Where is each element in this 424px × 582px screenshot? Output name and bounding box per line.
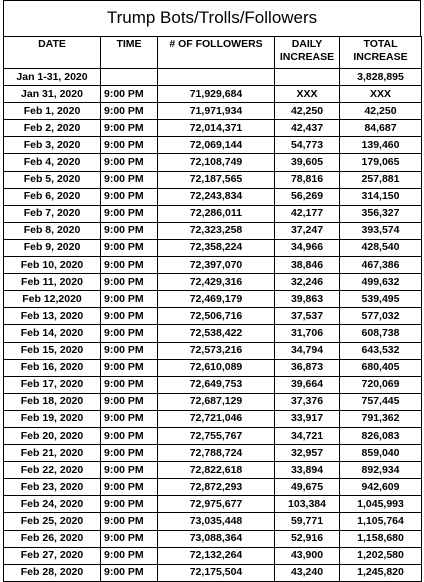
date-cell: Feb 16, 2020 (4, 359, 101, 376)
total-increase-cell: 539,495 (340, 291, 422, 308)
time-cell: 9:00 PM (101, 359, 158, 376)
daily-increase-cell (275, 69, 340, 86)
date-cell: Feb 6, 2020 (4, 188, 101, 205)
followers-cell: 72,323,258 (158, 222, 275, 239)
followers-cell (158, 69, 275, 86)
header-time: TIME (101, 37, 158, 69)
total-increase-cell: 1,245,820 (340, 564, 422, 581)
daily-increase-cell: 49,675 (275, 479, 340, 496)
followers-cell: 72,506,716 (158, 308, 275, 325)
daily-increase-cell: 37,537 (275, 308, 340, 325)
followers-cell: 72,788,724 (158, 445, 275, 462)
table-row (4, 103, 422, 120)
date-cell: Jan 31, 2020 (4, 86, 101, 103)
date-cell: Jan 1-31, 2020 (4, 69, 101, 86)
table-row (4, 188, 422, 205)
header-daily-increase: DAILY INCREASE (275, 37, 340, 69)
time-cell: 9:00 PM (101, 393, 158, 410)
time-cell: 9:00 PM (101, 462, 158, 479)
table-row (4, 86, 422, 103)
followers-cell: 72,397,070 (158, 257, 275, 274)
table-row (4, 427, 422, 444)
total-increase-cell: 577,032 (340, 308, 422, 325)
table-row (4, 257, 422, 274)
followers-cell: 72,014,371 (158, 120, 275, 137)
total-increase-cell: 720,069 (340, 376, 422, 393)
table-row (4, 564, 422, 581)
time-cell: 9:00 PM (101, 291, 158, 308)
date-cell: Feb 12,2020 (4, 291, 101, 308)
total-increase-cell: 257,881 (340, 171, 422, 188)
time-cell (101, 69, 158, 86)
date-cell: Feb 3, 2020 (4, 137, 101, 154)
total-increase-cell: 826,083 (340, 427, 422, 444)
header-followers: # OF FOLLOWERS (158, 37, 275, 69)
time-cell: 9:00 PM (101, 86, 158, 103)
daily-increase-cell: 43,900 (275, 547, 340, 564)
table-row (4, 462, 422, 479)
date-cell: Feb 5, 2020 (4, 171, 101, 188)
time-cell: 9:00 PM (101, 239, 158, 256)
table-row (4, 393, 422, 410)
date-cell: Feb 9, 2020 (4, 239, 101, 256)
table-body (4, 69, 422, 582)
followers-cell: 72,069,144 (158, 137, 275, 154)
daily-increase-cell: 43,240 (275, 564, 340, 581)
daily-increase-cell: 32,957 (275, 445, 340, 462)
time-cell: 9:00 PM (101, 171, 158, 188)
total-increase-cell: 356,327 (340, 205, 422, 222)
total-increase-cell: 680,405 (340, 359, 422, 376)
total-increase-cell: 499,632 (340, 274, 422, 291)
time-cell: 9:00 PM (101, 222, 158, 239)
header-date: DATE (4, 37, 101, 69)
date-cell: Feb 18, 2020 (4, 393, 101, 410)
followers-cell: 72,108,749 (158, 154, 275, 171)
time-cell: 9:00 PM (101, 103, 158, 120)
followers-table (3, 36, 422, 582)
daily-increase-cell: 39,863 (275, 291, 340, 308)
daily-increase-cell: 38,846 (275, 257, 340, 274)
time-cell: 9:00 PM (101, 137, 158, 154)
daily-increase-cell: 34,794 (275, 342, 340, 359)
daily-increase-cell: 78,816 (275, 171, 340, 188)
total-increase-cell: 42,250 (340, 103, 422, 120)
table-row (4, 359, 422, 376)
table-row (4, 69, 422, 86)
followers-cell: 72,286,011 (158, 205, 275, 222)
total-increase-cell: 1,158,680 (340, 530, 422, 547)
date-cell: Feb 21, 2020 (4, 445, 101, 462)
date-cell: Feb 7, 2020 (4, 205, 101, 222)
total-increase-cell: 314,150 (340, 188, 422, 205)
followers-cell: 72,755,767 (158, 427, 275, 444)
total-increase-cell: 467,386 (340, 257, 422, 274)
table-row (4, 547, 422, 564)
date-cell: Feb 10, 2020 (4, 257, 101, 274)
followers-cell: 72,975,677 (158, 496, 275, 513)
time-cell: 9:00 PM (101, 342, 158, 359)
total-increase-cell: 1,105,764 (340, 513, 422, 530)
table-row (4, 530, 422, 547)
header-total-increase: TOTAL INCREASE (340, 37, 422, 69)
daily-increase-cell: 52,916 (275, 530, 340, 547)
date-cell: Feb 15, 2020 (4, 342, 101, 359)
date-cell: Feb 14, 2020 (4, 325, 101, 342)
table-row (4, 171, 422, 188)
daily-increase-cell: 37,376 (275, 393, 340, 410)
table-row (4, 342, 422, 359)
followers-cell: 71,929,684 (158, 86, 275, 103)
daily-increase-cell: XXX (275, 86, 340, 103)
followers-cell: 72,573,216 (158, 342, 275, 359)
time-cell: 9:00 PM (101, 547, 158, 564)
followers-cell: 72,538,422 (158, 325, 275, 342)
date-cell: Feb 26, 2020 (4, 530, 101, 547)
time-cell: 9:00 PM (101, 376, 158, 393)
table-row (4, 205, 422, 222)
daily-increase-cell: 33,917 (275, 410, 340, 427)
date-cell: Feb 17, 2020 (4, 376, 101, 393)
date-cell: Feb 8, 2020 (4, 222, 101, 239)
followers-cell: 72,132,264 (158, 547, 275, 564)
time-cell: 9:00 PM (101, 120, 158, 137)
followers-cell: 72,187,565 (158, 171, 275, 188)
total-increase-cell: 1,045,993 (340, 496, 422, 513)
time-cell: 9:00 PM (101, 308, 158, 325)
time-cell: 9:00 PM (101, 496, 158, 513)
daily-increase-cell: 59,771 (275, 513, 340, 530)
daily-increase-cell: 54,773 (275, 137, 340, 154)
daily-increase-cell: 31,706 (275, 325, 340, 342)
followers-cell: 73,035,448 (158, 513, 275, 530)
followers-cell: 72,872,293 (158, 479, 275, 496)
date-cell: Feb 24, 2020 (4, 496, 101, 513)
date-cell: Feb 1, 2020 (4, 103, 101, 120)
time-cell: 9:00 PM (101, 410, 158, 427)
time-cell: 9:00 PM (101, 274, 158, 291)
total-increase-cell: 757,445 (340, 393, 422, 410)
table-row (4, 513, 422, 530)
table-row (4, 325, 422, 342)
daily-increase-cell: 56,269 (275, 188, 340, 205)
followers-cell: 72,721,046 (158, 410, 275, 427)
total-increase-cell: 791,362 (340, 410, 422, 427)
table-row (4, 222, 422, 239)
followers-cell: 72,687,129 (158, 393, 275, 410)
date-cell: Feb 11, 2020 (4, 274, 101, 291)
date-cell: Feb 22, 2020 (4, 462, 101, 479)
table-row (4, 496, 422, 513)
table-row (4, 410, 422, 427)
date-cell: Feb 2, 2020 (4, 120, 101, 137)
table-row (4, 154, 422, 171)
daily-increase-cell: 39,664 (275, 376, 340, 393)
daily-increase-cell: 34,966 (275, 239, 340, 256)
table-row (4, 291, 422, 308)
daily-increase-cell: 42,177 (275, 205, 340, 222)
header-row (4, 37, 422, 69)
total-increase-cell: 608,738 (340, 325, 422, 342)
followers-cell: 72,243,834 (158, 188, 275, 205)
time-cell: 9:00 PM (101, 513, 158, 530)
date-cell: Feb 28, 2020 (4, 564, 101, 581)
followers-cell: 72,358,224 (158, 239, 275, 256)
time-cell: 9:00 PM (101, 325, 158, 342)
date-cell: Feb 27, 2020 (4, 547, 101, 564)
time-cell: 9:00 PM (101, 154, 158, 171)
daily-increase-cell: 34,721 (275, 427, 340, 444)
daily-increase-cell: 33,894 (275, 462, 340, 479)
total-increase-cell: 892,934 (340, 462, 422, 479)
total-increase-cell: 393,574 (340, 222, 422, 239)
table-row (4, 239, 422, 256)
time-cell: 9:00 PM (101, 479, 158, 496)
followers-cell: 72,469,179 (158, 291, 275, 308)
total-increase-cell: 859,040 (340, 445, 422, 462)
followers-cell: 71,971,934 (158, 103, 275, 120)
daily-increase-cell: 42,250 (275, 103, 340, 120)
daily-increase-cell: 37,247 (275, 222, 340, 239)
sheet-title: Trump Bots/Trolls/Followers (3, 0, 421, 36)
date-cell: Feb 19, 2020 (4, 410, 101, 427)
followers-cell: 72,822,618 (158, 462, 275, 479)
table-row (4, 274, 422, 291)
date-cell: Feb 23, 2020 (4, 479, 101, 496)
time-cell: 9:00 PM (101, 205, 158, 222)
time-cell: 9:00 PM (101, 530, 158, 547)
table-row (4, 308, 422, 325)
daily-increase-cell: 36,873 (275, 359, 340, 376)
followers-cell: 72,429,316 (158, 274, 275, 291)
time-cell: 9:00 PM (101, 188, 158, 205)
daily-increase-cell: 103,384 (275, 496, 340, 513)
table-row (4, 120, 422, 137)
date-cell: Feb 4, 2020 (4, 154, 101, 171)
time-cell: 9:00 PM (101, 257, 158, 274)
time-cell: 9:00 PM (101, 427, 158, 444)
date-cell: Feb 13, 2020 (4, 308, 101, 325)
followers-cell: 72,610,089 (158, 359, 275, 376)
time-cell: 9:00 PM (101, 564, 158, 581)
table-row (4, 376, 422, 393)
total-increase-cell: 3,828,895 (340, 69, 422, 86)
spreadsheet (3, 0, 421, 582)
total-increase-cell: 139,460 (340, 137, 422, 154)
total-increase-cell: 643,532 (340, 342, 422, 359)
daily-increase-cell: 42,437 (275, 120, 340, 137)
date-cell: Feb 20, 2020 (4, 427, 101, 444)
total-increase-cell: XXX (340, 86, 422, 103)
total-increase-cell: 1,202,580 (340, 547, 422, 564)
table-row (4, 445, 422, 462)
daily-increase-cell: 32,246 (275, 274, 340, 291)
followers-cell: 72,175,504 (158, 564, 275, 581)
table-row (4, 479, 422, 496)
followers-cell: 73,088,364 (158, 530, 275, 547)
total-increase-cell: 942,609 (340, 479, 422, 496)
date-cell: Feb 25, 2020 (4, 513, 101, 530)
daily-increase-cell: 39,605 (275, 154, 340, 171)
followers-cell: 72,649,753 (158, 376, 275, 393)
total-increase-cell: 84,687 (340, 120, 422, 137)
total-increase-cell: 179,065 (340, 154, 422, 171)
time-cell: 9:00 PM (101, 445, 158, 462)
table-row (4, 137, 422, 154)
total-increase-cell: 428,540 (340, 239, 422, 256)
